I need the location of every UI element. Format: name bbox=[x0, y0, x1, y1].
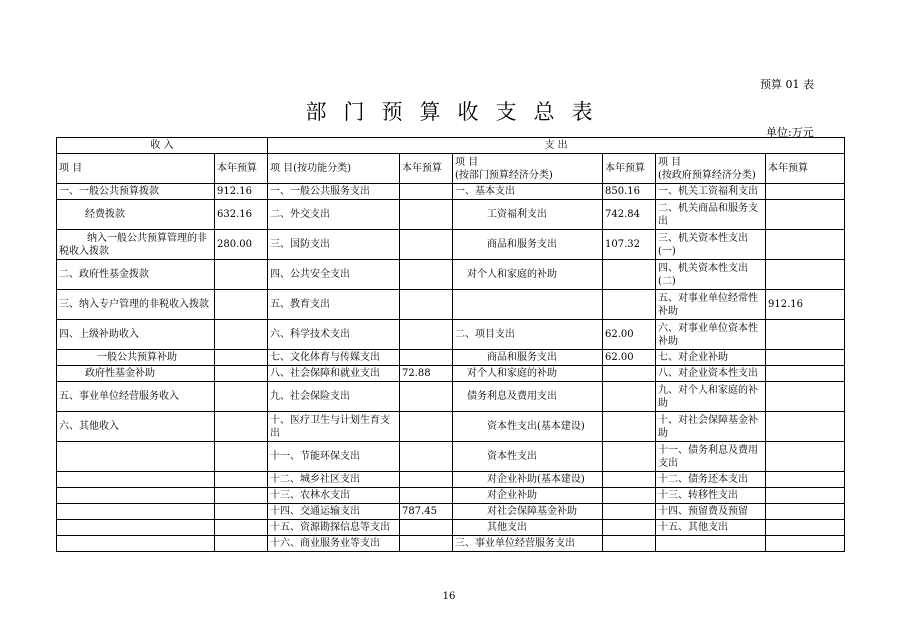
func-cell: 十、医疗卫生与计划生育支出 bbox=[268, 412, 400, 442]
income-cell: 一般公共预算补助 bbox=[57, 350, 215, 366]
func-amount bbox=[400, 320, 453, 350]
dept-cell: 三、事业单位经营服务支出 bbox=[453, 536, 603, 552]
func-cell: 七、文化体育与传媒支出 bbox=[268, 350, 400, 366]
func-amount bbox=[400, 200, 453, 230]
income-cell: 纳入一般公共预算管理的非税收入拨款 bbox=[57, 230, 215, 260]
table-row bbox=[57, 366, 845, 382]
dept-amount: 62.00 bbox=[603, 320, 656, 350]
func-cell: 十二、城乡社区支出 bbox=[268, 472, 400, 488]
gov-cell: 十三、转移性支出 bbox=[656, 488, 766, 504]
gov-cell: 十一、债务利息及费用支出 bbox=[656, 442, 766, 472]
col-header-dept-item: 项 目 (按部门预算经济分类) bbox=[453, 154, 603, 184]
func-amount bbox=[400, 520, 453, 536]
dept-cell: 债务利息及费用支出 bbox=[453, 382, 603, 412]
gov-amount bbox=[766, 366, 845, 382]
dept-cell: 资本性支出(基本建设) bbox=[453, 412, 603, 442]
gov-cell: 五、对事业单位经常性补助 bbox=[656, 290, 766, 320]
table-row bbox=[57, 260, 845, 290]
gov-amount bbox=[766, 200, 845, 230]
income-cell bbox=[57, 536, 215, 552]
func-cell: 十五、资源勘探信息等支出 bbox=[268, 520, 400, 536]
func-amount: 72.88 bbox=[400, 366, 453, 382]
func-amount: 787.45 bbox=[400, 504, 453, 520]
dept-cell: 对社会保障基金补助 bbox=[453, 504, 603, 520]
table-row bbox=[57, 350, 845, 366]
func-cell: 四、公共安全支出 bbox=[268, 260, 400, 290]
table-row bbox=[57, 536, 845, 552]
income-group-header: 收 入 bbox=[57, 138, 268, 154]
dept-amount bbox=[603, 536, 656, 552]
func-cell: 十一、节能环保支出 bbox=[268, 442, 400, 472]
income-cell: 一、一般公共预算拨款 bbox=[57, 184, 215, 200]
income-cell: 二、政府性基金拨款 bbox=[57, 260, 215, 290]
func-cell: 九、社会保险支出 bbox=[268, 382, 400, 412]
col-header-func-budget: 本年预算 bbox=[400, 154, 453, 184]
gov-amount bbox=[766, 260, 845, 290]
dept-cell: 资本性支出 bbox=[453, 442, 603, 472]
dept-cell: 对个人和家庭的补助 bbox=[453, 260, 603, 290]
func-amount bbox=[400, 488, 453, 504]
func-cell: 二、外交支出 bbox=[268, 200, 400, 230]
func-amount bbox=[400, 536, 453, 552]
income-amount bbox=[215, 504, 268, 520]
gov-amount bbox=[766, 230, 845, 260]
dept-cell: 对企业补助 bbox=[453, 488, 603, 504]
gov-cell: 七、对企业补助 bbox=[656, 350, 766, 366]
budget-summary-table bbox=[56, 137, 845, 552]
income-amount bbox=[215, 350, 268, 366]
col-header-income-item: 项 目 bbox=[57, 154, 215, 184]
table-row bbox=[57, 520, 845, 536]
table-row bbox=[57, 230, 845, 260]
dept-amount bbox=[603, 412, 656, 442]
dept-amount bbox=[603, 442, 656, 472]
gov-cell: 三、机关资本性支出(一) bbox=[656, 230, 766, 260]
dept-amount bbox=[603, 382, 656, 412]
gov-amount bbox=[766, 382, 845, 412]
gov-amount bbox=[766, 412, 845, 442]
func-amount bbox=[400, 230, 453, 260]
income-cell bbox=[57, 488, 215, 504]
dept-amount bbox=[603, 520, 656, 536]
gov-amount: 912.16 bbox=[766, 290, 845, 320]
income-amount bbox=[215, 290, 268, 320]
col-header-func-item: 项 目(按功能分类) bbox=[268, 154, 400, 184]
income-amount bbox=[215, 260, 268, 290]
gov-cell: 十五、其他支出 bbox=[656, 520, 766, 536]
dept-cell: 工资福利支出 bbox=[453, 200, 603, 230]
dept-cell: 对个人和家庭的补助 bbox=[453, 366, 603, 382]
page-number: 16 bbox=[442, 591, 456, 602]
gov-amount bbox=[766, 184, 845, 200]
income-amount bbox=[215, 488, 268, 504]
dept-cell: 对企业补助(基本建设) bbox=[453, 472, 603, 488]
dept-cell: 一、基本支出 bbox=[453, 184, 603, 200]
gov-amount bbox=[766, 536, 845, 552]
table-row bbox=[57, 412, 845, 442]
gov-amount bbox=[766, 520, 845, 536]
income-cell bbox=[57, 442, 215, 472]
gov-cell: 十四、预留费及预留 bbox=[656, 504, 766, 520]
income-amount bbox=[215, 536, 268, 552]
income-amount bbox=[215, 366, 268, 382]
table-row bbox=[57, 488, 845, 504]
income-cell: 五、事业单位经营服务收入 bbox=[57, 382, 215, 412]
gov-cell: 一、机关工资福利支出 bbox=[656, 184, 766, 200]
col-header-gov-item: 项 目 (按政府预算经济分类) bbox=[656, 154, 766, 184]
dept-cell bbox=[453, 290, 603, 320]
dept-amount bbox=[603, 260, 656, 290]
dept-amount bbox=[603, 472, 656, 488]
dept-cell: 商品和服务支出 bbox=[453, 350, 603, 366]
dept-amount: 742.84 bbox=[603, 200, 656, 230]
table-row bbox=[57, 290, 845, 320]
gov-cell: 二、机关商品和服务支出 bbox=[656, 200, 766, 230]
income-amount bbox=[215, 472, 268, 488]
income-cell bbox=[57, 472, 215, 488]
func-amount bbox=[400, 412, 453, 442]
gov-cell: 十、对社会保障基金补助 bbox=[656, 412, 766, 442]
gov-amount bbox=[766, 472, 845, 488]
gov-cell: 四、机关资本性支出(二) bbox=[656, 260, 766, 290]
gov-cell: 六、对事业单位资本性补助 bbox=[656, 320, 766, 350]
func-cell: 十四、交通运输支出 bbox=[268, 504, 400, 520]
dept-cell: 二、项目支出 bbox=[453, 320, 603, 350]
form-number: 预算 01 表 bbox=[760, 78, 814, 91]
col-header-gov-budget: 本年预算 bbox=[766, 154, 845, 184]
income-amount: 280.00 bbox=[215, 230, 268, 260]
income-cell: 六、其他收入 bbox=[57, 412, 215, 442]
page-title: 部门预算收支总表 bbox=[305, 100, 610, 124]
func-cell: 八、社会保障和就业支出 bbox=[268, 366, 400, 382]
income-amount bbox=[215, 442, 268, 472]
func-cell: 十六、商业服务业等支出 bbox=[268, 536, 400, 552]
func-amount bbox=[400, 184, 453, 200]
func-amount bbox=[400, 442, 453, 472]
table-row bbox=[57, 442, 845, 472]
col-header-dept-budget: 本年预算 bbox=[603, 154, 656, 184]
func-cell: 五、教育支出 bbox=[268, 290, 400, 320]
table-row bbox=[57, 382, 845, 412]
income-cell bbox=[57, 520, 215, 536]
income-amount bbox=[215, 320, 268, 350]
income-amount: 632.16 bbox=[215, 200, 268, 230]
gov-cell bbox=[656, 536, 766, 552]
gov-amount bbox=[766, 442, 845, 472]
gov-amount bbox=[766, 320, 845, 350]
table-row bbox=[57, 200, 845, 230]
income-cell: 三、纳入专户管理的非税收入拨款 bbox=[57, 290, 215, 320]
income-amount: 912.16 bbox=[215, 184, 268, 200]
gov-cell: 十二、债务还本支出 bbox=[656, 472, 766, 488]
gov-cell: 八、对企业资本性支出 bbox=[656, 366, 766, 382]
expense-group-header: 支 出 bbox=[268, 138, 845, 154]
income-cell: 政府性基金补助 bbox=[57, 366, 215, 382]
dept-amount: 107.32 bbox=[603, 230, 656, 260]
income-cell: 经费拨款 bbox=[57, 200, 215, 230]
func-amount bbox=[400, 350, 453, 366]
func-amount bbox=[400, 290, 453, 320]
func-cell: 一、一般公共服务支出 bbox=[268, 184, 400, 200]
gov-amount bbox=[766, 488, 845, 504]
income-amount bbox=[215, 412, 268, 442]
col-header-income-budget: 本年预算 bbox=[215, 154, 268, 184]
func-amount bbox=[400, 260, 453, 290]
income-amount bbox=[215, 520, 268, 536]
table-row bbox=[57, 320, 845, 350]
gov-cell: 九、对个人和家庭的补助 bbox=[656, 382, 766, 412]
func-amount bbox=[400, 382, 453, 412]
unit-label: 单位:万元 bbox=[766, 126, 814, 139]
func-cell: 十三、农林水支出 bbox=[268, 488, 400, 504]
dept-amount bbox=[603, 488, 656, 504]
table-row bbox=[57, 504, 845, 520]
dept-cell: 其他支出 bbox=[453, 520, 603, 536]
func-cell: 三、国防支出 bbox=[268, 230, 400, 260]
dept-cell: 商品和服务支出 bbox=[453, 230, 603, 260]
income-amount bbox=[215, 382, 268, 412]
func-cell: 六、科学技术支出 bbox=[268, 320, 400, 350]
income-cell bbox=[57, 504, 215, 520]
gov-amount bbox=[766, 350, 845, 366]
dept-amount bbox=[603, 290, 656, 320]
dept-amount bbox=[603, 504, 656, 520]
func-amount bbox=[400, 472, 453, 488]
dept-amount: 850.16 bbox=[603, 184, 656, 200]
dept-amount: 62.00 bbox=[603, 350, 656, 366]
dept-amount bbox=[603, 366, 656, 382]
table-row bbox=[57, 184, 845, 200]
income-cell: 四、上级补助收入 bbox=[57, 320, 215, 350]
table-row bbox=[57, 472, 845, 488]
gov-amount bbox=[766, 504, 845, 520]
